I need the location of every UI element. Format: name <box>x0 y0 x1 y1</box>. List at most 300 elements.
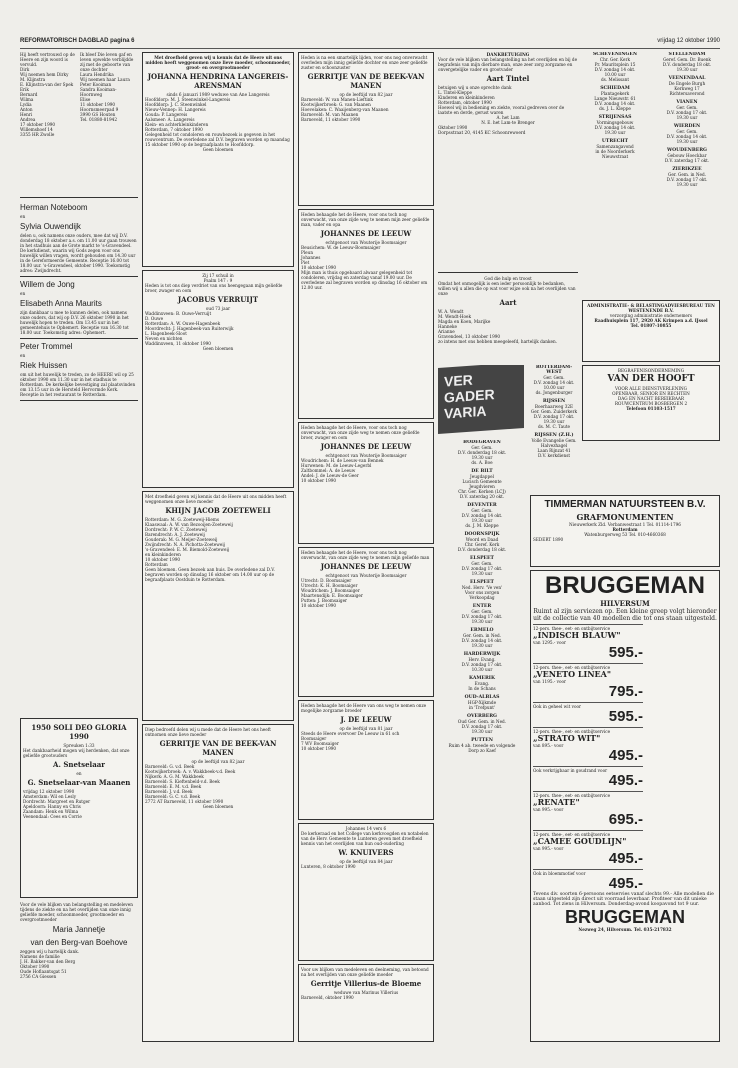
birth-notice-line: 3355 HR Zwolle <box>20 132 55 137</box>
church-line: 19.30 uur <box>676 182 698 187</box>
offer-name: „STRATO WIT" <box>533 733 601 743</box>
church-line: Chr. Ger. Kerk <box>599 57 631 62</box>
notice-date: Barneveld, oktober 1990 <box>301 995 354 1000</box>
ad-administratie <box>582 300 720 362</box>
church-name: PUTTEN <box>471 738 493 743</box>
col3-obituary-knuivers <box>298 823 434 961</box>
offer-description: Ook in geheel wit voor <box>533 704 582 709</box>
church-name: RIJSSEN <box>542 399 566 404</box>
deceased-name: GERRITJE VAN DE BEEK-VAN MANEN <box>307 72 425 90</box>
birth-notice-line: Wilma <box>20 97 34 102</box>
thanks-line: 2756 CA Giessen <box>20 974 57 979</box>
offer-name: „RENATE" <box>533 797 580 807</box>
church-line: 19.30 uur <box>471 518 493 523</box>
offer-description: 12-pers. thee-, eet- en ontbijtservice <box>533 832 611 837</box>
ad-timmerman <box>530 495 720 567</box>
col3-obituary-leeuw-4 <box>298 700 434 820</box>
church-listing <box>438 695 526 710</box>
bruggeman-title: BRUGGEMAN <box>545 572 705 599</box>
church-line: Woord en Daad <box>465 537 499 542</box>
notice-title: Met droefheid geven wij u kennis dat de Heere uit ons midden heeft weggenomen onze lieve moeder, schoonmoeder, groot- en overgrootmoeder <box>145 55 291 70</box>
church-listing <box>438 532 526 552</box>
anniversary-line: Veenendaal: Cees en Corrie <box>23 814 82 819</box>
church-line: D.V. zondag 14 okt. <box>533 380 575 385</box>
notice-ref: Psalm 147 : 9 <box>203 278 233 283</box>
church-listing <box>654 148 720 163</box>
notice-date-2: Oktober 1990 <box>438 125 468 130</box>
offer-description: 12-pers. thee-, eet- en ontbijtservice <box>533 626 611 631</box>
anniversary-line: Apeldoorn: Hanny en Chris <box>23 804 81 809</box>
church-line: Plantagekerk <box>600 91 630 96</box>
offer-was-price: van 895.- voor <box>533 743 564 748</box>
church-listing <box>438 469 526 499</box>
family-line: Andel: J. de Leeuw-de Geer <box>301 473 359 478</box>
deceased-name: JOHANNES DE LEEUW <box>320 229 412 238</box>
header-right: vrijdag 12 oktober 1990 <box>657 38 720 44</box>
church-name: ELSPEET <box>470 580 494 585</box>
church-line: Samenzangavond <box>596 144 634 149</box>
church-line: Ger. Gem. <box>543 375 565 380</box>
family-line: Barneveld: G. C. v.d. Beek <box>145 794 201 799</box>
notice-sub: op de leeftijd van 82 jaar <box>339 92 393 97</box>
offer-was-price: van 1195.- voor <box>533 679 567 684</box>
timmerman-sub: GRAFMONUMENTEN <box>576 512 674 522</box>
family-line: W. A. Wendt <box>438 309 464 314</box>
notice-text: Heden behaagde het de Heere, voor ons toch nog onverwacht, van onze zijde weg te nemen mijn zeer geliefde man, vader en opa <box>301 212 430 227</box>
church-line: ds. Melissant <box>600 77 630 82</box>
family-line: 7 WV Boomsaiger <box>301 741 339 746</box>
col1-wedding-notices <box>20 200 138 715</box>
wedding-text: zijn dankbaar u mee te kunnen delen, ook namens onze ouders, dat wij op D.V. 26 oktober 1990 in het huwelijk hopen te treden. Om 13.45 uur in het gemeentehuis te Ophemert. Receptie van 16.30 tot 18.00 uur. Toekomstig adres: Ophemert. <box>20 310 129 335</box>
church-listing <box>654 100 720 120</box>
notice-text: Omdat het onmogelijk is een ieder persoonlijk te bedanken, willen wij u allen die op wat voor wijze ook na het overlijden van onze <box>438 281 576 296</box>
thanks-line: van den Berg-van Boehove <box>30 938 128 947</box>
family-line: Utrecht: D. Boomsaiger <box>301 578 352 583</box>
church-listing <box>438 556 526 576</box>
church-name: OVERBERG <box>467 714 497 719</box>
birth-notice-line: M. Klijnstra <box>20 77 46 82</box>
offer-was-price: van 995.- voor <box>533 846 564 851</box>
family-line: Rotterdam, oktober 1990 <box>438 100 492 105</box>
notice-divider <box>20 400 138 401</box>
anniversary-text: Het dankbaarheid mogen wij herdenken, dat onze geliefde grootouders <box>23 748 130 758</box>
church-line: Geref. Gem. Dr. Buenk <box>663 57 711 62</box>
timmerman-address: Nieuwerkerk Zld. Verbanwestraat 1 Tel. 01114-1796 <box>569 522 681 527</box>
anniversary-title: 1950 SOLI DEO GLORIA 1990 <box>31 723 127 741</box>
birth-notice-line: Anton <box>20 107 33 112</box>
church-name: HARDERWIJK <box>463 652 501 657</box>
bruggeman-offer <box>533 830 643 867</box>
notice-sub: op de leeftijd van 82 jaar <box>191 759 245 764</box>
notice-sub: echtgenoot van Wouterije Boomsaiger <box>325 240 407 245</box>
family-line: Dordrecht: P. W. C. Zoeteweij <box>145 527 207 532</box>
church-line: Gebouw Hoeckbar <box>667 153 707 158</box>
bruggeman-offer <box>533 624 643 661</box>
notice-text: Voor de vele blijken van belangstelling na het overlijden en bij de begrafenis van mijn dierbare man, onze zeer zorg zorgzame en onvergetelijke vader en grootvader <box>438 57 578 72</box>
notice-date: Barneveld, 11 oktober 1990 <box>301 117 361 122</box>
groom-name: Herman Noteboom <box>20 203 88 212</box>
family-line: Hanneke <box>438 324 458 329</box>
family-line: Zwijndrecht: N. A. Pichotta-Zoeteweij <box>145 542 225 547</box>
church-line: 19.30 uur <box>676 139 698 144</box>
notice-date: Waddinxveen, 11 oktober 1990 <box>145 341 211 346</box>
church-listing <box>438 714 526 734</box>
notice-text: Voor uw blijken van medeleven en deelneming, van betoond na het overlijden van onze geliefde moeder <box>301 967 429 977</box>
family-line: Rotterdam: M. G. Zoeteweij-Hiems <box>145 517 219 522</box>
deceased-name: KHIJN JACOB ZOETEWELI <box>165 506 271 515</box>
birth-notice-right <box>80 52 138 122</box>
admin-text: verzorging administratie ondernemers <box>609 313 693 318</box>
family-line: Moordrecht: J. Hagenbeek-van Ruiterwijk <box>145 326 234 331</box>
church-line: Oud Ger. Gem. in Ned. <box>457 719 507 724</box>
family-line: 's-Gravendeel: E. M. Biemold-Zoeteweij <box>145 547 230 552</box>
bruggeman-sub: HILVERSUM <box>600 599 650 608</box>
church-line: Ger. Gem. Zuiderkerk <box>530 409 578 414</box>
deceased-name: W. KNUIVERS <box>338 848 394 857</box>
notice-text: Heden behaagde het de Heere, voor ons toch nog onverwacht, van onze zijde weg te nemen mijn geliefde man <box>301 550 430 560</box>
church-listing <box>438 738 526 753</box>
church-line: 19.30 uur <box>676 67 698 72</box>
family-line: Kootwijkerbroek: G. van Maanen <box>301 102 371 107</box>
offer-description: 12-pers. thee-, eet- en ontbijtservice <box>533 729 611 734</box>
church-line: D.V. zondag 14 okt. <box>594 125 636 130</box>
family-line: Hurwenen: M. de Leeuw-Legerbl <box>301 463 372 468</box>
family-line: Putten: J. Boomsaiger <box>301 598 348 603</box>
page-header <box>20 38 720 49</box>
col4-church-listings-left <box>438 440 526 1040</box>
family-line: Barneveld: M. van Maanen <box>301 112 359 117</box>
church-line: 19.30 uur <box>676 115 698 120</box>
notice-text: Heden behaagde het de Heere, voor ons toch nog onverwacht, van onze zijde weg te nemen onze geliefde broer, zwager en oom <box>301 425 420 440</box>
church-line: D.V. zaterdag 20 okt. <box>459 494 505 499</box>
offer-price: 495.- <box>608 850 643 867</box>
church-name: ELSPEET <box>470 556 494 561</box>
deceased-name: Aart Tintel <box>486 74 530 83</box>
church-line: Lange Nieuwstr. 61 <box>594 96 636 101</box>
church-line: ds. J. L. Kleppe <box>599 106 631 111</box>
church-line: Dorp zo Kaef <box>468 748 496 753</box>
family-line: Barneveld: E. M. v.d. Beek <box>145 784 202 789</box>
birth-notice-line: Elise <box>80 97 91 102</box>
col2-obituary-zoeteweij <box>142 491 294 721</box>
church-name: OUD-ALBLAS <box>464 695 500 700</box>
church-line: 19.30 uur <box>471 619 493 624</box>
offer-description: 12-pers. thee-, eet- en ontbijtservice <box>533 793 611 798</box>
church-listing <box>438 503 526 528</box>
vdh-service-line: VOOR ALLE DIENSTVERLENING <box>614 386 688 391</box>
notice-date: 10 oktober 1990 <box>301 478 337 483</box>
church-name: DOORNSPIJK <box>464 532 500 537</box>
notice-quote: God die hulp en troost <box>484 276 532 281</box>
notice-text: Heden is tot ons diep verdriet van ons heengegaan mijn geliefde broer, zwager en oom <box>145 283 283 293</box>
church-name: SCHEVENINGEN <box>592 52 638 57</box>
birth-notice-line: 17 oktober 1990 <box>20 122 56 127</box>
church-name: ENTER <box>472 604 492 609</box>
church-line: Verkoopdag <box>469 595 495 600</box>
church-line: Ger. Gem. <box>676 129 698 134</box>
notice-divider <box>20 338 138 339</box>
birth-notice-line: Hij heeft vertrouwd op de Heere en zijn woord is vervuld. <box>20 52 75 67</box>
offer-name: „VENETO LINEA" <box>533 669 611 679</box>
church-line: Ger. Gem. in Ned. <box>462 633 501 638</box>
family-line: Steeds de Heere overvoer De Leeuw in 61 sch <box>301 731 400 736</box>
bride-name: Elisabeth Anna Maurits <box>20 299 102 308</box>
admin-address: Raadhuisplein 117, 2920 AK Krimpen a.d. IJssel <box>594 318 708 323</box>
church-line: Ger. Gem. <box>676 105 698 110</box>
notice-date: Gravendeel, 13 oktober 1990 <box>438 334 501 339</box>
notice-sub: echtgenoot van Wouterije Boomsaiger <box>325 573 407 578</box>
family-line: M. Wendt-Hoek <box>438 314 472 319</box>
church-line: D.V. zondag 17 okt. <box>461 662 503 667</box>
church-name: BODEGRAVEN <box>463 440 501 445</box>
family-line: Hoevelaken: C. Waaijenberg-van Maanen <box>301 107 389 112</box>
notice-since: sinds 6 januari 1989 weduwe van Ane Langereis <box>166 92 270 97</box>
church-line: Voor ons zorgen <box>464 590 500 595</box>
birth-notice-line: Laura Hendrika <box>80 72 114 77</box>
church-name: UTRECHT <box>601 139 629 144</box>
birth-notice-line: Sandra Kooiman-Hoornweg <box>80 87 117 97</box>
church-listing <box>438 580 526 600</box>
church-line: Nieuwstraat <box>601 154 629 159</box>
bruggeman-intro: Ruimt al zijn serviezen op. Een kleine greep volgt hieronder uit de collectie van 40 modellen die tot ons staan uitgesteld. <box>533 608 717 622</box>
groom-name: Willem de Jong <box>20 280 75 289</box>
church-line: ds. J. M. Kleppe <box>465 523 499 528</box>
church-line: in de Noorderkerk <box>595 149 635 154</box>
notice-text: De kerkeraad en het College van kerkvoogden en notabelen van de Herv. Gemeente te Lunteren geven met droefheid kennis van het overlijden van hun oud-ouderling <box>301 831 429 846</box>
family-line: Magda en Koen, Marijke <box>438 319 491 324</box>
ad-bruggeman <box>530 570 720 1042</box>
church-line: D.V. zondag 14 okt. <box>594 67 636 72</box>
offer-price: 495.- <box>608 875 643 892</box>
church-listing <box>530 399 578 429</box>
col3-obituary-leeuw-3 <box>298 547 434 697</box>
notice-footer: Geen bloemen <box>202 346 234 351</box>
notice-date: Lunteren, 8 oktober 1990 <box>301 864 356 869</box>
col1-birth-notices <box>20 52 138 198</box>
offer-was-price: van 995.- voor <box>533 807 564 812</box>
church-line: D.V. zaterdag 17 okt. <box>664 158 710 163</box>
family-line: Neven en nichten <box>145 336 183 341</box>
anniversary-line: Dordrecht: Margreet en Rutger <box>23 799 91 804</box>
church-line: D.V. zondag 14 okt. <box>461 513 503 518</box>
family-line: Piet <box>301 260 310 265</box>
thanks-line: Namens de familie <box>20 954 60 959</box>
church-name: ERMELO <box>470 628 494 633</box>
anniversary-name-1: A. Snetselaar <box>53 760 105 769</box>
offer-name: „INDISCH BLAUW" <box>533 630 621 640</box>
thanks-line: J. H. Bakker-van den Berg <box>20 959 76 964</box>
vdh-title: BEGRAFENISONDERNEMING <box>617 368 685 373</box>
church-name: SCHIEDAM <box>600 86 630 91</box>
admin-title: ADMINISTRATIE- & BELASTINGADVIESBUREAU TEN WESTENENDE B.V. <box>587 303 715 313</box>
church-line: Richtersaverond <box>669 91 705 96</box>
col3-obituary-beek-family <box>298 52 434 206</box>
birth-notice-line: Andrea <box>20 117 36 122</box>
offer-price: 495.- <box>608 772 643 789</box>
family-line: Barneveld: S. Kieftenbeld-v.d. Beek <box>145 779 220 784</box>
family-line: Zaltbommel: A. de Leeuw <box>301 468 356 473</box>
birth-notice-line: Bernard <box>20 92 38 97</box>
col2-obituary-beek <box>142 724 294 1042</box>
church-line: In de Schans <box>468 686 496 691</box>
vergader-varia-banner <box>438 365 524 434</box>
church-name: RIJSSEN (Z.H.) <box>534 433 574 438</box>
family-line: Waddinxveen: B. Ouwe-Verruijt <box>145 311 212 316</box>
church-line: Ruim 4 ab. tweede en volgende <box>448 743 516 748</box>
col4-church-listings-right <box>530 365 578 465</box>
church-line: Ned. Herv. 'Ve ven' <box>461 585 503 590</box>
offer-name: „CAMEE GOUDLIJN" <box>533 836 627 846</box>
family-line: Barendrecht: A. J. Zoeteweij <box>145 532 205 537</box>
church-line: 10.30 uur <box>471 667 493 672</box>
birth-notice-line: Erik <box>20 87 29 92</box>
col3-thanks-villerius <box>298 964 434 1042</box>
col1-anniversary-box <box>20 718 138 898</box>
bruggeman-offer <box>533 791 643 828</box>
notice-note: Gelegenheid tot condoleren en rouwbezoek is gegeven in het rouwcentrum. De overledene zal D.V. begraven worden op maandag 15 oktober 1990 op de begraafplaats te Hoofddorp. <box>145 132 290 147</box>
vergader-varia-line-2: GADER <box>444 386 495 406</box>
church-name: WIERDEN <box>673 124 701 129</box>
offer-was-price: van 1295.- voor <box>533 640 567 645</box>
family-line: Aalsmeer: A. Langereis <box>145 117 195 122</box>
church-line: Evang. <box>474 681 490 686</box>
church-line: Vormingsgebouw <box>596 120 634 125</box>
notice-date: 10 oktober 1990 <box>301 603 337 608</box>
thanks-line: zeggen wij u hartelijk dank. <box>20 949 80 954</box>
family-line: Woudrichem: J. Boomsaiger <box>301 588 360 593</box>
admin-phone: Tel. 01807-10855 <box>630 323 672 328</box>
name-connector: en <box>20 291 26 296</box>
notice-sub: weduwe van Marinus Villerius <box>333 990 399 995</box>
notice-divider <box>20 276 138 277</box>
deceased-name: JOHANNES DE LEEUW <box>320 562 412 571</box>
timmerman-title: TIMMERMAN NATUURSTEEN B.V. <box>544 499 706 510</box>
church-line: ds. M. C. Taute <box>538 424 570 429</box>
notice-text-2: Hoewel wij in bediening en ziekte, vooral gedreven over de laatste en derde, gerust waren <box>438 105 565 115</box>
church-line: D.V. zondag 14 okt. <box>666 134 708 139</box>
anniversary-name-2: G. Snetselaar-van Maanen <box>27 778 131 787</box>
col4-thanks-aart <box>438 276 578 361</box>
church-name: STELLENDAM <box>668 52 706 57</box>
notice-quote: Johannes 14 vers 6 <box>345 826 387 831</box>
col4-thanks-tintel <box>438 52 578 273</box>
anniversary-line: Amsterdam: Wil en Lesly <box>23 794 77 799</box>
wedding-text: delen u, ook namens onze ouders, mee dat wij D.V. donderdag 18 oktober a.s. om 11.00 uur gaan trouwen in het stadhuis aan de Grote markt te 's-Gravendeel. De kerkdienst, waarin wij Gods zegen voor ons huwelijk willen vragen, wordt gehouden om 14.30 uur in de Gereformeerde Gemeente. Receptie 16.00 tot 18.00 uur. 's-Gravendeel, oktober 1990. Toekomstig adres: Zwijndrecht. <box>20 233 137 273</box>
offer-description: 12-pers. thee-, eet- en ontbijtservice <box>533 665 611 670</box>
church-line: D.V. donderdag 18 okt. <box>457 547 507 552</box>
family-line: Klein- en achterkleinkinderen <box>145 122 209 127</box>
church-listing <box>438 652 526 672</box>
church-listing <box>654 76 720 96</box>
church-line: D.V. donderdag 18 okt. <box>662 62 712 67</box>
church-name: DEVENTER <box>467 503 497 508</box>
church-listing <box>654 52 720 72</box>
church-listing <box>654 167 720 187</box>
church-line: 19.30 uur <box>604 130 626 135</box>
offer-price: 595.- <box>608 644 643 661</box>
church-line: Boerhaarweg 32E <box>534 404 574 409</box>
church-name: VEENENDAAL <box>668 76 706 81</box>
church-listing <box>530 365 578 395</box>
notice-address: Rotterdam <box>145 562 168 567</box>
col1-thanks-notice <box>20 902 138 1042</box>
bruggeman-offer <box>533 702 643 725</box>
bruggeman-footer: BRUGGEMAN <box>565 907 685 927</box>
notice-date: Rotterdam, 7 oktober 1990 <box>145 127 203 132</box>
church-listing <box>582 115 648 135</box>
offer-price: 595.- <box>608 708 643 725</box>
deceased-name: JOHANNES DE LEEUW <box>320 442 412 451</box>
church-line: 19.30 uur <box>543 419 565 424</box>
church-line: Ger. Gem. <box>471 609 493 614</box>
church-line: Chr. Geref. Kerk <box>464 542 500 547</box>
church-line: Halvezhagel <box>540 443 568 448</box>
church-line: Ger. Gem. <box>471 508 493 513</box>
family-line: Kootwijkerbroek: A. v. Wakkbeek-v.d. Beek <box>145 769 236 774</box>
bride-name: Riek Huissen <box>20 361 68 370</box>
church-line: D.V. zondag 17 okt. <box>666 110 708 115</box>
church-name: VIANEN <box>676 100 698 105</box>
church-line: D.V. zondag 17 okt. <box>666 177 708 182</box>
name-connector: en <box>76 771 82 776</box>
church-line: Lucisch Gemeente <box>462 479 502 484</box>
church-listing <box>530 433 578 458</box>
notice-sub-2: N. E. het Lam-te Brenger <box>481 120 535 125</box>
deceased-name: Gerritje Villerius-de Bloeme <box>310 979 422 988</box>
bride-name: Sylvia Ouwendijk <box>20 222 81 231</box>
birth-notice-line: Peter Kooiman <box>80 82 112 87</box>
birth-notice-line: Wij noemen hem Dirky <box>20 72 69 77</box>
church-listing <box>438 440 526 465</box>
birth-notice-line: Hoornsmeerpad 9 <box>80 107 119 112</box>
church-line: Ger. Gem. <box>471 445 493 450</box>
notice-name-2: A. het Lam <box>496 115 520 120</box>
family-line: betuigen wij u onze oprechte dank <box>438 85 512 90</box>
church-column-right <box>654 52 720 191</box>
birth-notice-line: Ik bleef Die leven gaf en leven opwekte verblijdde zij met de geboorte van onze dochter <box>80 52 134 72</box>
church-line: 19.30 uur <box>471 729 493 734</box>
col3-obituary-leeuw-1 <box>298 209 434 419</box>
vergader-varia-line-3: VARIA <box>444 402 487 422</box>
bruggeman-offer <box>533 663 643 700</box>
deceased-name: Aart <box>499 298 517 307</box>
church-line: Volle Evangelie Gem. <box>531 438 577 443</box>
church-line: HGP-Xijkmde <box>467 700 497 705</box>
church-listing <box>582 139 648 159</box>
bruggeman-address: Nezweg 24, Hilversum. Tel. 035-217832 <box>578 927 672 932</box>
bruggeman-offer <box>533 869 643 892</box>
church-line: 10.00 uur <box>604 72 626 77</box>
notice-note: Geen bloemen. Geen bezoek aan huis. De overledene zal D.V. begraven worden op dinsdag 16 oktober om 14.00 uur op de begraafplaats Oostduin te Rotterdam. <box>145 567 275 582</box>
birth-notice-line: 3990 GS Houten <box>80 112 116 117</box>
church-line: ds. Jongenburger <box>535 390 573 395</box>
church-column-left <box>582 52 648 163</box>
vdh-service-line: OPENBAAR, SENIOR EN RECHTEN <box>612 391 690 396</box>
deceased-name: GERRITJE VAN DE BEEK-VAN MANEN <box>159 739 277 757</box>
birth-notice-line: Willemshoef 14 <box>20 127 53 132</box>
col5-church-listings <box>582 52 720 297</box>
vdh-service-line: DAG EN NACHT BEREIKBAAR <box>617 396 685 401</box>
birth-notice-line: Henri <box>20 112 33 117</box>
birth-notice-line: Tel. 01880-81942 <box>80 117 118 122</box>
vdh-name: VAN DER HOOFT <box>607 374 695 384</box>
thanks-line: Maria Jannetje <box>52 925 106 934</box>
church-line: D.V. zondag 17 okt. <box>533 414 575 419</box>
vergader-varia-block <box>438 365 528 437</box>
church-line: Jeugdappel <box>470 474 494 479</box>
family-line: Kinderen en kleinkinderen <box>438 95 495 100</box>
timmerman-since: SEDERT 1890 <box>533 537 564 542</box>
